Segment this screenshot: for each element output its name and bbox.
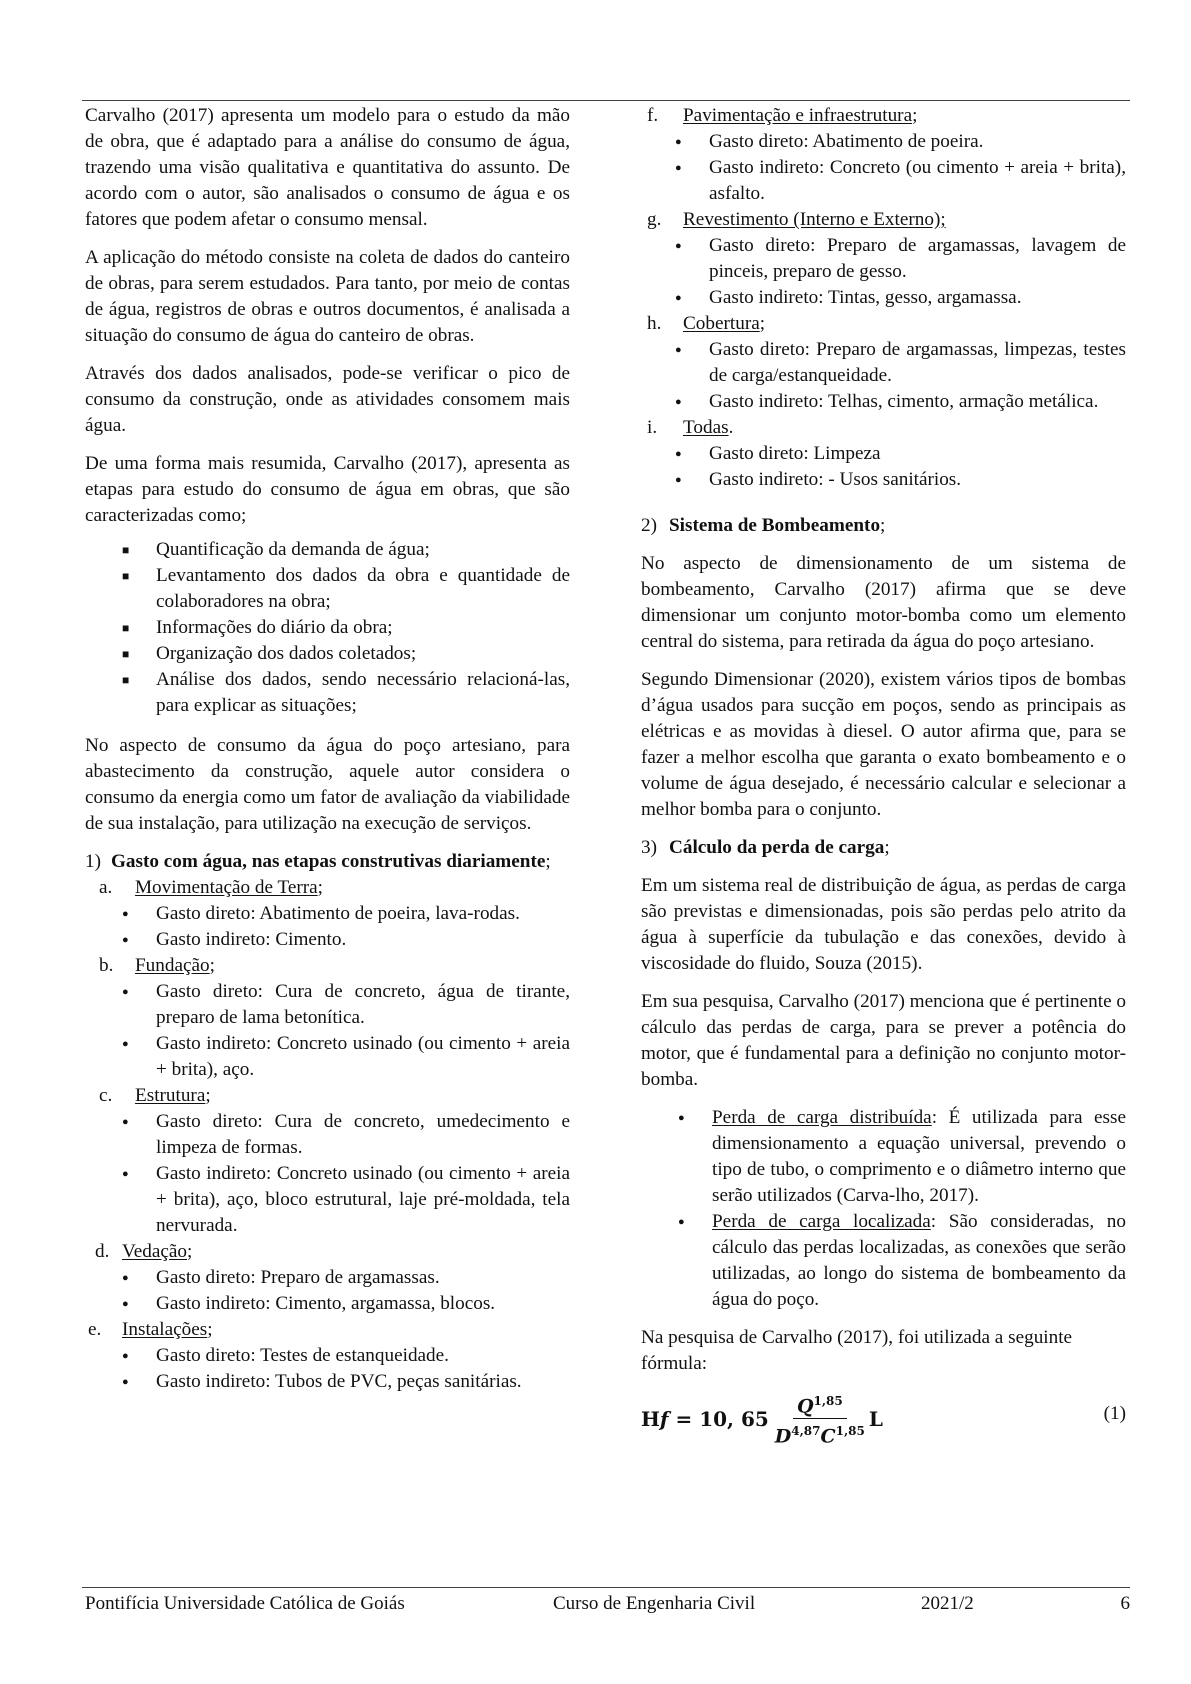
equation-row [641, 1385, 1126, 1448]
footer-course: Curso de Engenharia Civil [553, 1593, 756, 1614]
list-item: ● Gasto indireto: Telhas, cimento, armação metálica. [641, 389, 1126, 415]
stage-heading: c. Estrutura; [99, 1085, 211, 1106]
list-item: ● Gasto indireto: Tubos de PVC, peças sanitárias. [85, 1369, 570, 1395]
square-bullet-icon: ■ [122, 543, 130, 557]
bullet-icon: ● [122, 1376, 129, 1388]
footer-rule [82, 1587, 1130, 1588]
head-loss-list [641, 1105, 1126, 1313]
header-rule [82, 100, 1130, 101]
list-item: ● Gasto direto: Abatimento de poeira. [641, 129, 1126, 155]
stage-f [641, 103, 1126, 207]
section-heading-2: 2) Sistema de Bombeamento; [641, 515, 886, 536]
stage-a [85, 875, 570, 953]
list-item: ● Gasto direto: Limpeza [641, 441, 1126, 467]
bullet-icon: ● [122, 986, 129, 998]
left-column [85, 103, 570, 1395]
right-column [641, 103, 1126, 1448]
stage-heading: b. Fundação; [99, 955, 215, 976]
stage-heading: d. Vedação; [95, 1241, 193, 1262]
bullet-icon: ● [675, 162, 682, 174]
stage-heading: e. Instalações; [88, 1319, 213, 1340]
list-item: ● Gasto indireto: Tintas, gesso, argamassa. [641, 285, 1126, 311]
square-bullet-icon: ■ [122, 569, 130, 583]
footer-term: 2021/2 [921, 1593, 974, 1614]
bullet-icon: ● [122, 1350, 129, 1362]
list-item: ● Gasto direto: Cura de concreto, água de tirante, preparo de lama betonítica. [122, 981, 570, 1028]
stage-heading: h. Cobertura; [647, 313, 766, 334]
bullet-icon: ● [122, 1272, 129, 1284]
list-item: ● Gasto direto: Testes de estanqueidade. [85, 1343, 570, 1369]
bullet-icon: ● [122, 908, 129, 920]
list-item: ■ Organização dos dados coletados; [85, 641, 570, 667]
stage-heading: g. Revestimento (Interno e Externo); [647, 209, 946, 230]
paragraph: Através dos dados analisados, pode-se verificar o pico de consumo da construção, onde as atividades consomem mais água. [85, 363, 570, 436]
list-item: ● Gasto indireto: Cimento. [85, 927, 570, 953]
list-item: ● Gasto direto: Preparo de argamassas, limpezas, testes de carga/estanqueidade. [675, 339, 1126, 386]
stage-b [85, 953, 570, 1083]
square-bullet-icon: ■ [122, 647, 130, 661]
paragraph: Na pesquisa de Carvalho (2017), foi utilizada a seguinte fórmula: [641, 1327, 1073, 1374]
list-item: ● Gasto direto: Preparo de argamassas. [85, 1265, 570, 1291]
list-item: ● Perda de carga localizada: São consideradas, no cálculo das perdas localizadas, as conexões que serão utilizadas, ao longo do sistema de bombeamento da água do poço. [678, 1211, 1126, 1310]
list-item: ● Gasto direto: Cura de concreto, umedecimento e limpeza de formas. [122, 1111, 570, 1158]
paragraph: A aplicação do método consiste na coleta de dados do canteiro de obras, para serem estudados. Para tanto, por meio de contas de água, registros de obras e outros documentos, é analisada a situação do consumo de água do canteiro de obras. [85, 247, 570, 346]
bullet-icon: ● [122, 1038, 129, 1050]
list-item: ■ Informações do diário da obra; [85, 615, 570, 641]
list-item: ■ Quantificação da demanda de água; [85, 537, 570, 563]
list-item: ● Gasto direto: Preparo de argamassas, lavagem de pinceis, preparo de gesso. [675, 235, 1126, 282]
paragraph: No aspecto de dimensionamento de um sistema de bombeamento, Carvalho (2017) afirma que se deve dimensionar um conjunto motor-bomba como um elemento central do sistema, para retirada da água do poço artesiano. [641, 553, 1126, 652]
paragraph: Carvalho (2017) apresenta um modelo para o estudo da mão de obra, que é adaptado para a análise do consumo de água, trazendo uma visão qualitativa e quantitativa do assunto. De acordo com o autor, são analisados o consumo de água e os fatores que podem afetar o consumo mensal. [85, 105, 570, 230]
bullet-icon: ● [678, 1112, 685, 1124]
bullet-icon: ● [122, 1116, 129, 1128]
footer-institution: Pontifícia Universidade Católica de Goiás [85, 1593, 405, 1614]
list-item: ● Gasto direto: Abatimento de poeira, lava-rodas. [85, 901, 570, 927]
stage-c [85, 1083, 570, 1239]
bullet-icon: ● [675, 474, 682, 486]
paragraph: No aspecto de consumo da água do poço artesiano, para abastecimento da construção, aquele autor considera o consumo da energia como um fator de avaliação da viabilidade de sua instalação, para utilização na execução de serviços. [85, 735, 570, 834]
stage-g [641, 207, 1126, 311]
equation-number: (1) [1103, 1403, 1126, 1424]
stage-h [641, 311, 1126, 415]
bullet-icon: ● [122, 934, 129, 946]
bullet-icon: ● [675, 448, 682, 460]
bullet-icon: ● [122, 1298, 129, 1310]
bullet-icon: ● [675, 344, 682, 356]
list-item: ● Gasto indireto: - Usos sanitários. [641, 467, 1126, 493]
stage-heading: i. Todas. [647, 417, 734, 438]
stage-heading: f. Pavimentação e infraestrutura; [647, 105, 918, 126]
square-bullet-icon: ■ [122, 621, 130, 635]
page-number: 6 [1120, 1593, 1130, 1614]
bullet-icon: ● [122, 1168, 129, 1180]
list-item: ● Gasto indireto: Concreto usinado (ou cimento + areia + brita), aço, bloco estrutural, laje pré-moldada, tela nervurada. [122, 1163, 570, 1236]
steps-list [85, 537, 570, 719]
list-item: ● Perda de carga distribuída: É utilizada para esse dimensionamento a equação universal, prevendo o tipo de tubo, o comprimento e o diâmetro interno que serão utilizados (Carva-lho, 2017). [678, 1107, 1126, 1206]
bullet-icon: ● [675, 292, 682, 304]
paragraph: Segundo Dimensionar (2020), existem vários tipos de bombas d’água usados para sucção em poços, sendo as principais as elétricas e as movidas à diesel. O autor afirma que, para se fazer a melhor escolha que garanta o exato bombeamento e o volume de água desejado, é necessário calcular e selecionar a melhor bomba para o conjunto. [641, 669, 1126, 820]
paragraph: De uma forma mais resumida, Carvalho (2017), apresenta as etapas para estudo do consumo de água em obras, que são caracterizadas como; [85, 453, 570, 526]
list-item: ■ Análise dos dados, sendo necessário relacioná-las, para explicar as situações; [122, 669, 570, 716]
page-footer [85, 1593, 1130, 1619]
section-heading-3: 3) Cálculo da perda de carga; [641, 837, 890, 858]
paragraph: Em um sistema real de distribuição de água, as perdas de carga são previstas e dimensionadas, pois são perdas pelo atrito da água à superfície da tubulação e das conexões, devido à viscosidade do fluido, Souza (2015). [641, 875, 1126, 974]
fraction: $\frac{Q^{1,85}}{D^{4,87}C^{1,85}}$ [775, 1389, 865, 1449]
square-bullet-icon: ■ [122, 673, 130, 687]
stage-d [85, 1239, 570, 1317]
list-item: ■ Levantamento dos dados da obra e quantidade de colaboradores na obra; [122, 565, 570, 612]
bullet-icon: ● [675, 240, 682, 252]
bullet-icon: ● [678, 1216, 685, 1228]
stage-heading: a. Movimentação de Terra; [99, 877, 323, 898]
stage-e [85, 1317, 570, 1395]
stage-i [641, 415, 1126, 493]
bullet-icon: ● [675, 136, 682, 148]
paragraph: Em sua pesquisa, Carvalho (2017) menciona que é pertinente o cálculo das perdas de carga, para se prever a potência do motor, que é fundamental para a definição no conjunto motor-bomba. [641, 991, 1126, 1090]
section-heading-1: 1) Gasto com água, nas etapas construtivas diariamente; [85, 851, 551, 872]
hazen-williams-equation: H f = 10, 65 $\frac{Q^{1,85}}{D^{4,87}C^{1,85}}$ L [641, 1389, 883, 1449]
list-item: ● Gasto indireto: Cimento, argamassa, blocos. [85, 1291, 570, 1317]
list-item: ● Gasto indireto: Concreto (ou cimento + areia + brita), asfalto. [675, 157, 1126, 204]
bullet-icon: ● [675, 396, 682, 408]
list-item: ● Gasto indireto: Concreto usinado (ou cimento + areia + brita), aço. [122, 1033, 570, 1080]
